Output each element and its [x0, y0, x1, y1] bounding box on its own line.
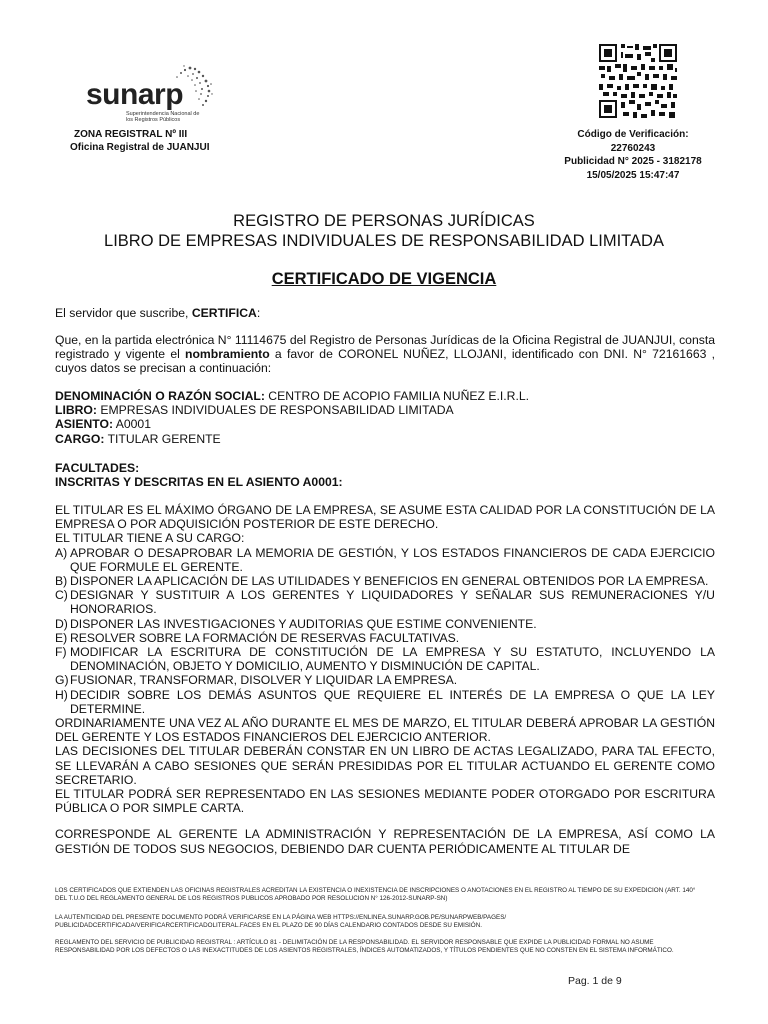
- facultad-marker: B): [55, 574, 68, 589]
- denominacion-label: DENOMINACIÓN O RAZÓN SOCIAL:: [55, 389, 265, 403]
- facultades-heading: [55, 461, 715, 489]
- facultad-marker: F): [55, 645, 67, 660]
- partida-pre: Que, en la partida electrónica N° 11114675 del Registro de Personas Jurídicas de la Oficina Registral de JUANJUI, consta registrado y vigente el: [55, 333, 715, 362]
- facultad-marker: D): [55, 616, 68, 631]
- facultad-marker: A): [55, 545, 68, 560]
- facultad-text: RESOLVER SOBRE LA FORMACIÓN DE RESERVAS FACULTATIVAS.: [70, 630, 460, 645]
- facultad-text: MODIFICAR LA ESCRITURA DE CONSTITUCIÓN DE LA EMPRESA Y SU ESTATUTO, INCLUYENDO LA DENOMINACIÓN, OBJETO Y DOMICILIO, AUMENTO Y DISMINUCIÓN DE CAPITAL.: [70, 645, 715, 674]
- facultad-item: [55, 546, 715, 574]
- paragraph-cargo: EL TITULAR TIENE A SU CARGO:: [55, 531, 245, 546]
- facultad-text: DECIDIR SOBRE LOS DEMÁS ASUNTOS QUE REQUIERE EL INTERÉS DE LA EMPRESA O QUE LA LEY DETERMINE.: [70, 687, 715, 716]
- publicity-number: Publicidad N° 2025 - 3182178: [564, 156, 702, 167]
- paragraph-gerente: CORRESPONDE AL GERENTE LA ADMINISTRACIÓN Y REPRESENTACIÓN DE LA EMPRESA, ASÍ COMO LA GESTIÓN DE TODOS SUS NEGOCIOS, DEBIENDO DAR CUENTA PERIÓDICAMENTE AL TITULAR DE: [55, 827, 715, 856]
- qr-code-icon: [597, 42, 679, 120]
- cargo-value: TITULAR GERENTE: [104, 431, 221, 446]
- facultad-item: [55, 574, 715, 588]
- facultad-item: [55, 588, 715, 616]
- page-number: Pag. 1 de 9: [568, 975, 622, 987]
- facultad-item: [55, 631, 715, 645]
- verification-label: Código de Verificación:: [577, 129, 689, 140]
- verification-code: 22760243: [610, 142, 656, 154]
- partida-paragraph: [55, 333, 715, 376]
- facultad-marker: C): [55, 588, 68, 603]
- libro-label: LIBRO:: [55, 403, 97, 418]
- logo-subtitle: Superintendencia Nacional de los Registros Públicos: [126, 111, 200, 123]
- facultad-item: [55, 617, 715, 631]
- paragraph-ordinariamente: ORDINARIAMENTE UNA VEZ AL AÑO DURANTE EL MES DE MARZO, EL TITULAR DEBERÁ APROBAR LA GESTIÓN DEL GERENTE Y LOS ESTADOS FINANCIEROS DEL EJERCICIO ANTERIOR.: [55, 716, 715, 745]
- partida-bold: nombramiento: [185, 347, 270, 362]
- facultad-text: DESIGNAR Y SUSTITUIR A LOS GERENTES Y LIQUIDADORES Y SEÑALAR SUS REMUNERACIONES Y/U HONORARIOS.: [70, 588, 715, 617]
- spacer: [55, 815, 715, 827]
- asiento-label: ASIENTO:: [55, 417, 114, 432]
- asiento-row: [55, 417, 715, 431]
- facultad-item: [55, 688, 715, 716]
- intro-certifica: CERTIFICA: [191, 306, 257, 320]
- registry-zone: [70, 128, 209, 154]
- facultades-list: [55, 546, 715, 716]
- logo-dots-icon: [164, 64, 216, 114]
- company-data: [55, 389, 715, 446]
- intro-pre: El servidor que suscribe,: [55, 306, 192, 320]
- facultad-text: DISPONER LA APLICACIÓN DE LAS UTILIDADES Y BENEFICIOS EN GENERAL OBTENIDOS POR LA EMPRESA.: [70, 574, 709, 589]
- office-name: Oficina Registral de JUANJUI: [70, 142, 210, 153]
- intro-post: :: [256, 306, 261, 320]
- footer-note-2: LA AUTENTICIDAD DEL PRESENTE DOCUMENTO PODRÁ VERIFICARSE EN LA PÁGINA WEB HTTPS://ENLINEA.SUNARP.GOB.PE/SUNARPWEB/PAGES/ PUBLICIDADCERTIFICADA/VERIFICARCERTIFICADOLITERAL.FACES EN EL PLAZO DE 90 DÍAS CALENDARIO CONTADOS DESDE SU EMISIÓN.: [55, 914, 507, 929]
- facultad-marker: G): [55, 673, 69, 688]
- cargo-row: [55, 432, 715, 446]
- facultad-marker: E): [55, 630, 68, 645]
- issue-datetime: 15/05/2025 15:47:47: [586, 169, 680, 181]
- certificate-title-text: CERTIFICADO DE VIGENCIA: [271, 270, 497, 288]
- facultad-text: APROBAR O DESAPROBAR LA MEMORIA DE GESTIÓN, Y LOS ESTADOS FINANCIEROS DE CADA EJERCICIO QUE FORMULE EL GERENTE.: [70, 545, 715, 574]
- footer-note-3: REGLAMENTO DEL SERVICIO DE PUBLICIDAD REGISTRAL : ARTÍCULO 81 - DELIMITACIÓN DE LA RESPONSABILIDAD. EL SERVIDOR RESPONSABLE QUE EXPIDE LA PUBLICIDAD FORMAL NO ASUME RESPONSABILIDAD POR LOS DEFECTOS O LAS INEXACTITUDES DE LOS ASIENTOS REGISTRALES, ÍNDICES AUTOMATIZADOS, Y TÍTULOS PENDIENTES QUE NO CONSTEN EN EL SISTEMA INFORMÁTICO.: [55, 939, 674, 954]
- facultad-text: FUSIONAR, TRANSFORMAR, DISOLVER Y LIQUIDAR LA EMPRESA.: [70, 673, 458, 688]
- cargo-label: CARGO:: [55, 431, 105, 446]
- facultad-marker: H): [55, 687, 68, 702]
- asiento-value: A0001: [113, 417, 151, 432]
- paragraph-decisiones: LAS DECISIONES DEL TITULAR DEBERÁN CONSTAR EN UN LIBRO DE ACTAS LEGALIZADO, PARA TAL EFECTO, SE LLEVARÁN A CABO SESIONES QUE SERÁN PRESIDIDAS POR EL TITULAR ACTUANDO EL GERENTE COMO SECRETARIO.: [55, 744, 715, 787]
- facultades-sub: INSCRITAS Y DESCRITAS EN EL ASIENTO A0001:: [55, 475, 343, 490]
- denominacion-row: [55, 389, 715, 403]
- libro-row: [55, 403, 715, 417]
- facultad-item: [55, 673, 715, 687]
- facultad-item: [55, 645, 715, 673]
- footer-note-1: LOS CERTIFICADOS QUE EXTIENDEN LAS OFICINAS REGISTRALES ACREDITAN LA EXISTENCIA O INEXISTENCIA DE INSCRIPCIONES O ANOTACIONES EN EL REGISTRO AL TIEMPO DE SU EXPEDICION (ART. 140° DEL T.U.O DEL REGLAMENTO GENERAL DE LOS REGISTROS PUBLICOS APROBADO POR RESOLUCION N° 126-2012-SUNARP-SN): [55, 887, 696, 902]
- facultad-text: DISPONER LAS INVESTIGACIONES Y AUDITORIAS QUE ESTIME CONVENIENTE.: [70, 616, 537, 631]
- denominacion-value: CENTRO DE ACOPIO FAMILIA NUÑEZ E.I.R.L.: [264, 389, 530, 403]
- registry-title: REGISTRO DE PERSONAS JURÍDICAS: [233, 212, 535, 230]
- verification-block: [520, 128, 706, 182]
- certificate-title: [0, 270, 768, 289]
- sunarp-logo: sunarp: [86, 78, 184, 111]
- zone-name: ZONA REGISTRAL Nº III: [74, 129, 188, 140]
- facultades-text: [55, 503, 715, 856]
- partida-post: a favor de CORONEL NUÑEZ, LLOJANI, identificado con DNI. N° 72161663 , cuyos datos se precisan a continuación:: [55, 347, 715, 376]
- paragraph-representado: EL TITULAR PODRÁ SER REPRESENTADO EN LAS SESIONES MEDIANTE PODER OTORGADO POR ESCRITURA PÚBLICA O POR SIMPLE CARTA.: [55, 787, 715, 816]
- libro-value: EMPRESAS INDIVIDUALES DE RESPONSABILIDAD LIMITADA: [96, 403, 454, 418]
- intro-line: [55, 306, 715, 320]
- paragraph-titular: EL TITULAR ES EL MÁXIMO ÓRGANO DE LA EMPRESA, SE ASUME ESTA CALIDAD POR LA CONSTITUCIÓN DE LA EMPRESA O POR ADQUISICIÓN POSTERIOR DE ESTE DERECHO.: [55, 503, 715, 532]
- facultades-label: FACULTADES:: [55, 461, 140, 475]
- book-title: LIBRO DE EMPRESAS INDIVIDUALES DE RESPONSABILIDAD LIMITADA: [104, 232, 664, 250]
